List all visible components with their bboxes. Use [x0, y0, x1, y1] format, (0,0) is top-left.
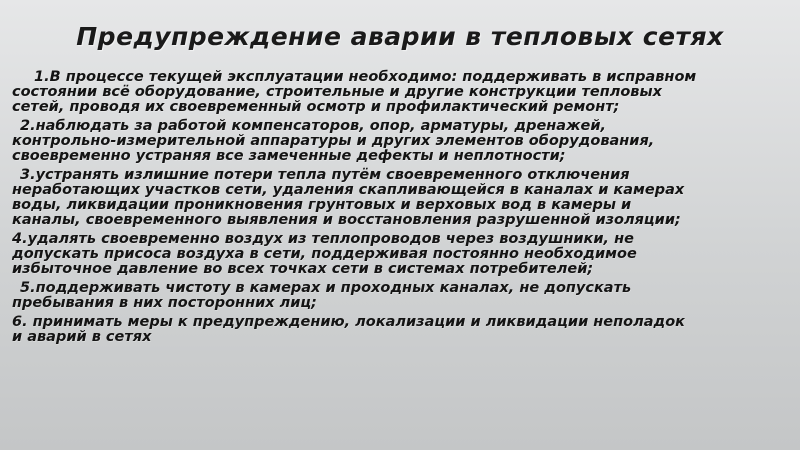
- list-item-4: 4.удалять своевременно воздух из теплопроводов через воздушники, не допускать присоса воздуха в сети, поддерживая постоянно необходимое избыточное давление во всех точках сети в системах потребителей;: [12, 231, 637, 277]
- list-item-6: 6. принимать меры к предупреждению, локализации и ликвидации неполадок и аварий в сетях: [12, 314, 686, 345]
- list-item-5: 5.поддерживать чистоту в камерах и проходных каналах, не допускать пребывания в них посторонних лиц;: [12, 280, 632, 311]
- slide-body: [12, 70, 698, 349]
- slide-title: Предупреждение аварии в тепловых сетях: [76, 22, 724, 51]
- list-item-3: 3.устранять излишние потери тепла путём своевременного отключения неработающих участков сети, удаления скапливающейся в каналах и камерах воды, ликвидации проникновения грунтовых и верховых вод в камеры и каналы, своевременного выявления и восстановления разрушенной изоляции;: [12, 167, 685, 228]
- list-item-2: 2.наблюдать за работой компенсаторов, опор, арматуры, дренажей, контрольно-измерительной аппаратуры и других элементов оборудования, своевременно устраняя все замеченные дефекты и неплотности;: [12, 118, 655, 164]
- list-item-1: 1.В процессе текущей эксплуатации необходимо: поддерживать в исправном состоянии всё оборудование, строительные и другие конструкции тепловых сетей, проводя их своевременный осмотр и профилактический ремонт;: [12, 69, 697, 115]
